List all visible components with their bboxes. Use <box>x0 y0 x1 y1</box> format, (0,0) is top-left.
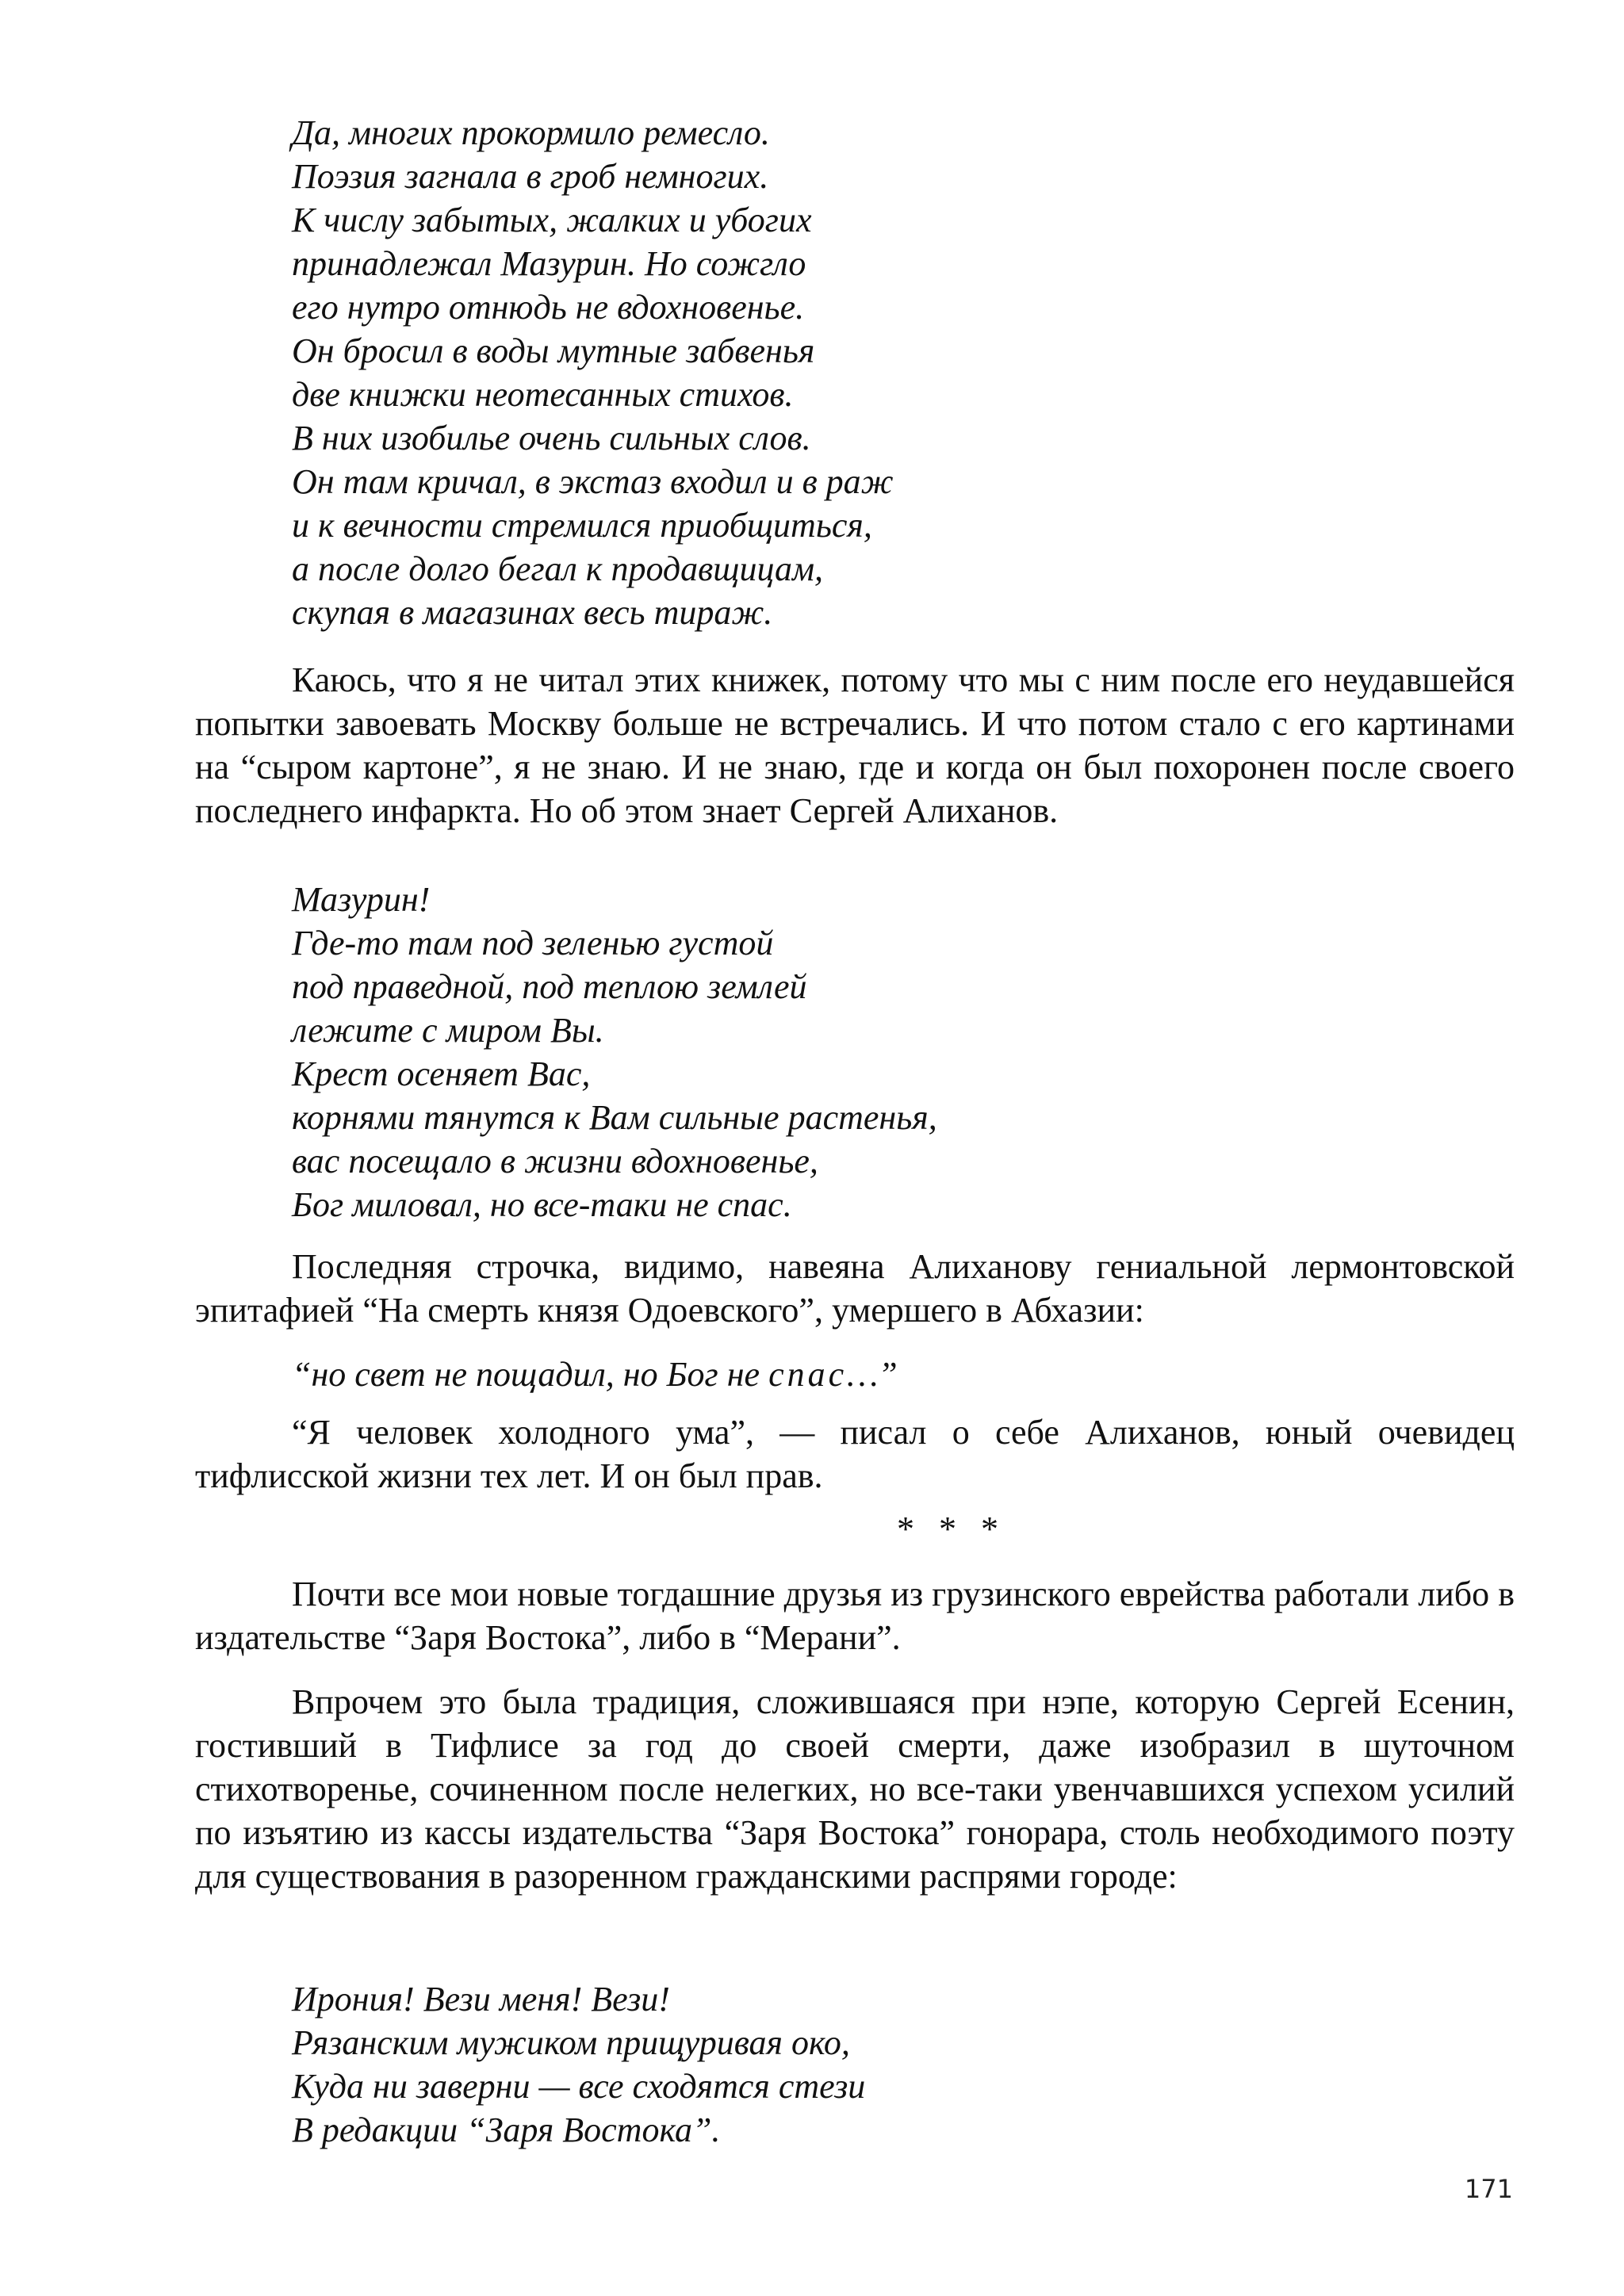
quote-spaced-word: спас <box>768 1355 848 1394</box>
poem-line: Куда ни заверни — все сходятся стези <box>292 2067 866 2106</box>
poem-line: Мазурин! <box>292 880 431 919</box>
poem-line: под праведной, под теплою землей <box>292 967 807 1006</box>
lermontov-quote <box>195 1353 1611 1396</box>
poem-line: две книжки неотесанных стихов. <box>292 375 794 414</box>
poem-line: принадлежал Мазурин. Но сожгло <box>292 244 806 283</box>
poem-line: Поэзия загнала в гроб немногих. <box>292 157 769 196</box>
poem-epitaph <box>195 878 1611 1226</box>
section-separator: * * * <box>897 1510 1006 1548</box>
poem-line: скупая в магазинах весь тираж. <box>292 593 773 632</box>
quote-text: “но свет не пощадил, но Бог не <box>292 1355 769 1394</box>
page-number: 171 <box>1464 2174 1513 2204</box>
poem-line: корнями тянутся к Вам сильные растенья, <box>292 1098 937 1137</box>
poem-esenin <box>195 1977 1611 2152</box>
poem-line: и к вечности стремился приобщиться, <box>292 506 872 545</box>
poem-line: Крест осеняет Вас, <box>292 1054 591 1093</box>
paragraph-repentance: Каюсь, что я не читал этих книжек, потому что мы с ним после его неудавшейся попытки завоевать Москву больше не встречались. И что потом стало с его картинами на “сыром картоне”, я не знаю. И не знаю, где и когда он был похоронен после своего последнего инфаркта. Но об этом знает Сергей Алиханов. <box>195 660 1515 830</box>
poem-line: Да, многих прокормило ремесло. <box>292 113 770 152</box>
paragraph-lermontov: Последняя строчка, видимо, навеяна Алиханову гениальной лермонтовской эпитафией “На смерть князя Одоевского”, умершего в Абхазии: <box>195 1247 1515 1330</box>
poem-line: вас посещало в жизни вдохновенье, <box>292 1142 818 1181</box>
poem-line: а после долго бегал к продавщицам, <box>292 549 824 588</box>
paragraph-cold-mind: “Я человек холодного ума”, — писал о себе Алиханов, юный очевидец тифлисской жизни тех лет. И он был прав. <box>195 1413 1515 1495</box>
poem-mazurin <box>195 111 1611 634</box>
paragraph-esenin: Впрочем это была традиция, сложившаяся при нэпе, которую Сергей Есенин, гостивший в Тифлисе за год до своей смерти, даже изобразил в шуточном стихотворенье, сочиненном после нелегких, но все-таки увенчавшихся успехом усилий по изъятию из кассы издательства “Заря Востока” гонорара, столь необходимого поэту для существования в разоренном гражданскими распрями городе: <box>195 1682 1515 1896</box>
poem-line: В редакции “Заря Востока”. <box>292 2110 721 2149</box>
poem-line: Он бросил в воды мутные забвенья <box>292 331 815 370</box>
poem-line: Рязанским мужиком прищуривая око, <box>292 2023 850 2062</box>
poem-line: В них изобилье очень сильных слов. <box>292 419 811 457</box>
poem-line: его нутро отнюдь не вдохновенье. <box>292 288 805 327</box>
poem-line: Где-то там под зеленью густой <box>292 924 774 962</box>
poem-line: Бог миловал, но все-таки не спас. <box>292 1185 792 1224</box>
poem-line: лежите с миром Вы. <box>292 1011 604 1050</box>
quote-ending: …” <box>847 1355 898 1394</box>
poem-line: Ирония! Вези меня! Вези! <box>292 1980 670 2019</box>
paragraph-friends: Почти все мои новые тогдашние друзья из грузинского еврейства работали либо в издательстве “Заря Востока”, либо в “Мерани”. <box>195 1575 1515 1657</box>
poem-line: Он там кричал, в экстаз входил и в раж <box>292 462 894 501</box>
poem-line: К числу забытых, жалких и убогих <box>292 201 812 239</box>
